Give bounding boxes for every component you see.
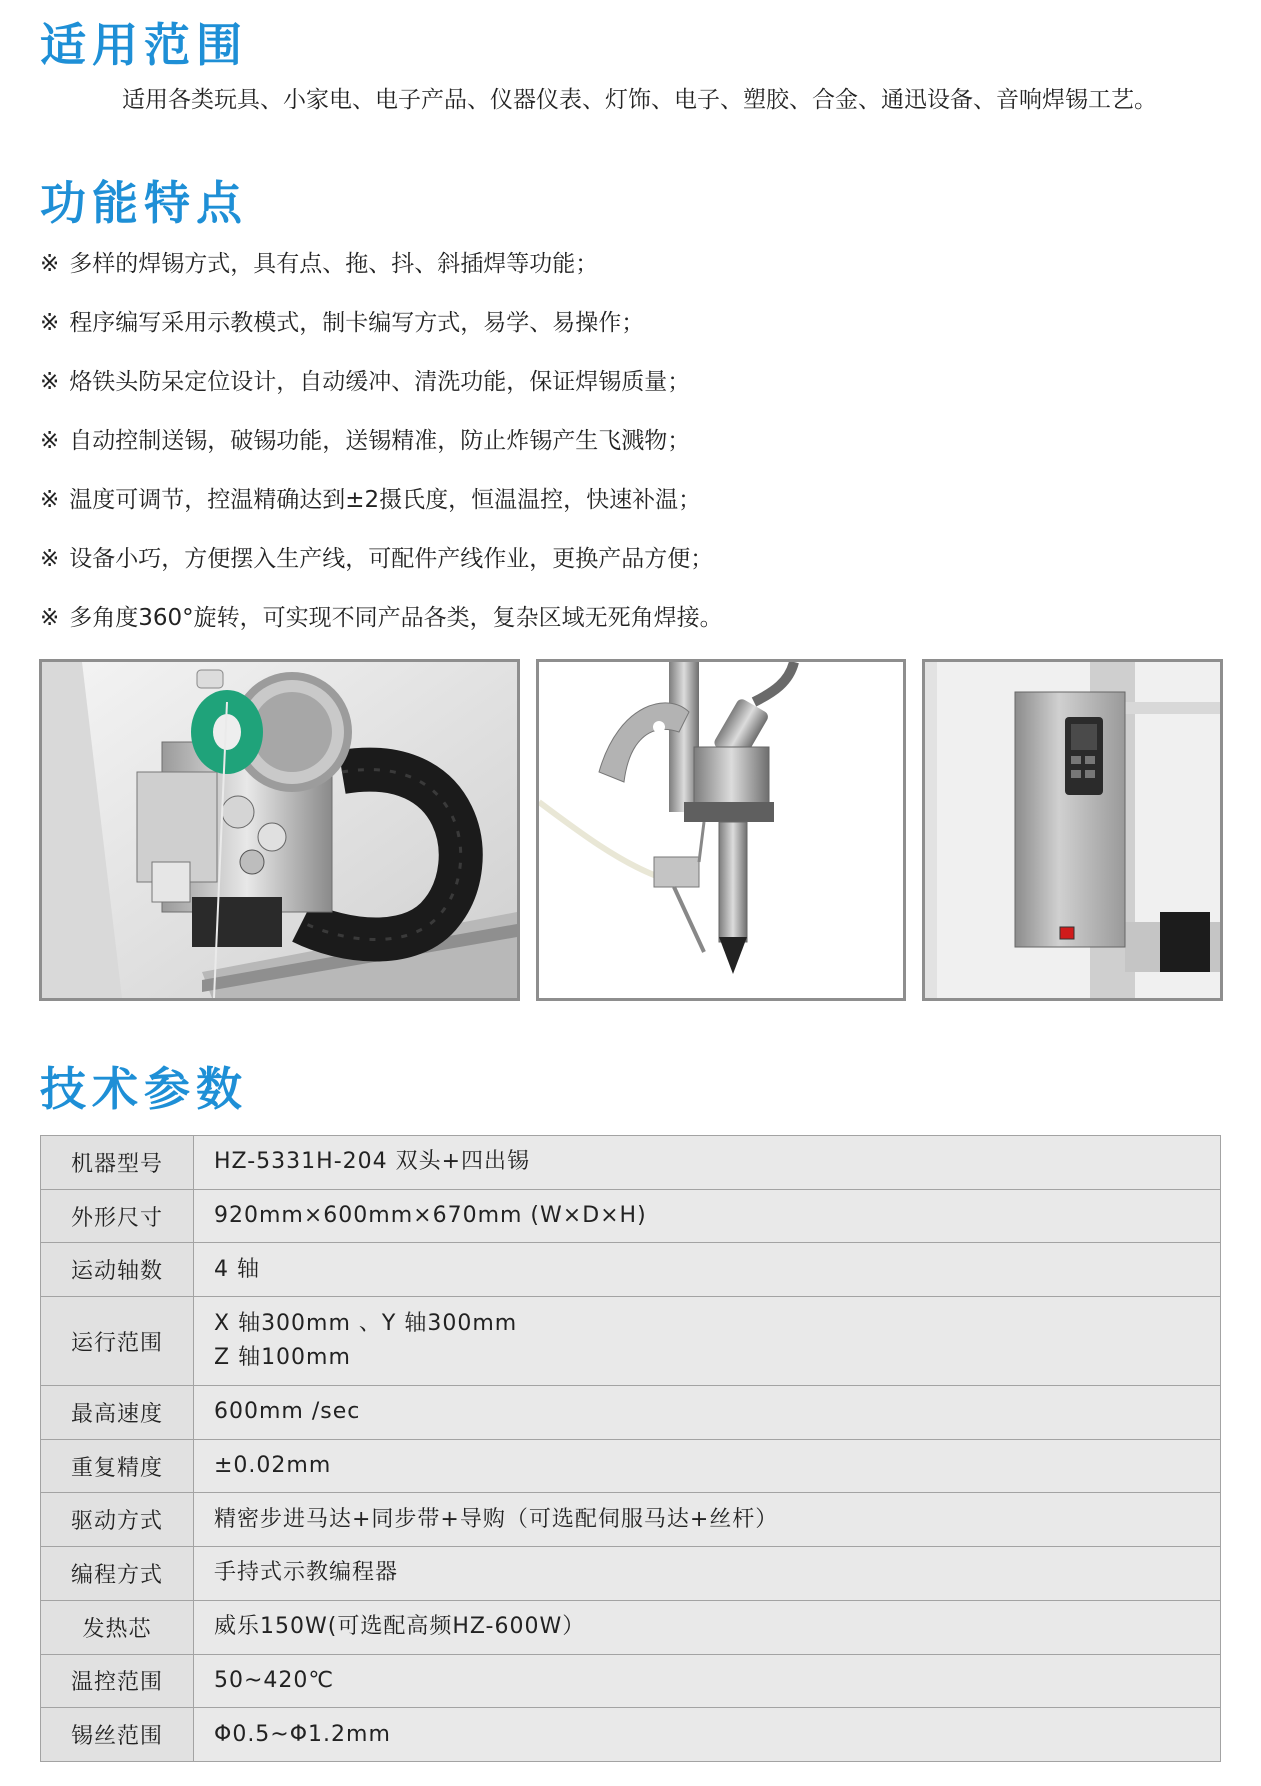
feature-text: 多样的焊锡方式，具有点、拖、抖、斜插焊等功能； (69, 251, 599, 277)
spec-key: 驱动方式 (41, 1493, 194, 1547)
spec-key: 编程方式 (41, 1547, 194, 1601)
spec-key: 运行范围 (41, 1297, 194, 1386)
product-photos (0, 659, 1261, 1005)
features-list (40, 244, 723, 657)
table-row (41, 1439, 1221, 1493)
table-row (41, 1547, 1221, 1601)
spec-key: 运动轴数 (41, 1243, 194, 1297)
spec-key: 最高速度 (41, 1386, 194, 1440)
table-row (41, 1493, 1221, 1547)
spec-key: 温控范围 (41, 1654, 194, 1708)
feature-text: 烙铁头防呆定位设计，自动缓冲、清洗功能，保证焊锡质量； (69, 369, 691, 395)
feature-item (40, 539, 723, 598)
spec-value: 精密步进马达+同步带+导购（可选配伺服马达+丝杆） (194, 1493, 1221, 1547)
spec-value: X 轴300mm 、Y 轴300mm Z 轴100mm (194, 1297, 1221, 1386)
spec-value: HZ-5331H-204 双头+四出锡 (194, 1136, 1221, 1190)
spec-value: 手持式示教编程器 (194, 1547, 1221, 1601)
photo-wire-feeder (39, 659, 520, 1001)
spec-value: ±0.02mm (194, 1439, 1221, 1493)
feature-text: 程序编写采用示教模式，制卡编写方式，易学、易操作； (69, 310, 645, 336)
scope-paragraph: 适用各类玩具、小家电、电子产品、仪器仪表、灯饰、电子、塑胶、合金、通迅设备、音响焊锡工艺。 (122, 87, 1157, 113)
feature-text: 设备小巧，方便摆入生产线，可配件产线作业，更换产品方便； (69, 546, 714, 572)
spec-key: 机器型号 (41, 1136, 194, 1190)
spec-value: 920mm×600mm×670mm (W×D×H) (194, 1189, 1221, 1243)
feature-text: 温度可调节，控温精确达到±2摄氏度，恒温温控，快速补温； (69, 487, 702, 513)
spec-value: 威乐150W(可选配高频HZ-600W） (194, 1600, 1221, 1654)
photo-soldering-head (536, 659, 906, 1001)
reference-mark: ※ (40, 546, 60, 572)
spec-value: Φ0.5~Φ1.2mm (194, 1708, 1221, 1762)
feature-item (40, 362, 723, 421)
wire-feeder-illustration (42, 662, 517, 998)
section-title-features: 功能特点 (40, 176, 248, 230)
section-title-scope: 适用范围 (40, 18, 248, 72)
soldering-head-illustration (539, 662, 903, 998)
spec-table (40, 1135, 1221, 1762)
reference-mark: ※ (40, 428, 60, 454)
feature-item (40, 421, 723, 480)
reference-mark: ※ (40, 310, 60, 336)
photo-control-box (922, 659, 1223, 1001)
spec-key: 重复精度 (41, 1439, 194, 1493)
feature-text: 多角度360°旋转，可实现不同产品各类，复杂区域无死角焊接。 (69, 605, 723, 631)
spec-value: 50~420℃ (194, 1654, 1221, 1708)
table-row (41, 1600, 1221, 1654)
table-row (41, 1243, 1221, 1297)
spec-key: 外形尺寸 (41, 1189, 194, 1243)
feature-text: 自动控制送锡，破锡功能，送锡精准，防止炸锡产生飞溅物； (69, 428, 691, 454)
reference-mark: ※ (40, 369, 60, 395)
spec-key: 锡丝范围 (41, 1708, 194, 1762)
feature-item (40, 598, 723, 657)
feature-item (40, 244, 723, 303)
spec-key: 发热芯 (41, 1600, 194, 1654)
spec-value: 4 轴 (194, 1243, 1221, 1297)
table-row (41, 1386, 1221, 1440)
feature-item (40, 480, 723, 539)
control-box-illustration (925, 662, 1220, 998)
table-row (41, 1297, 1221, 1386)
feature-item (40, 303, 723, 362)
table-row (41, 1654, 1221, 1708)
table-row (41, 1708, 1221, 1762)
reference-mark: ※ (40, 487, 60, 513)
table-row (41, 1189, 1221, 1243)
table-row (41, 1136, 1221, 1190)
reference-mark: ※ (40, 251, 60, 277)
spec-value: 600mm /sec (194, 1386, 1221, 1440)
section-title-specs: 技术参数 (40, 1062, 248, 1116)
reference-mark: ※ (40, 605, 60, 631)
